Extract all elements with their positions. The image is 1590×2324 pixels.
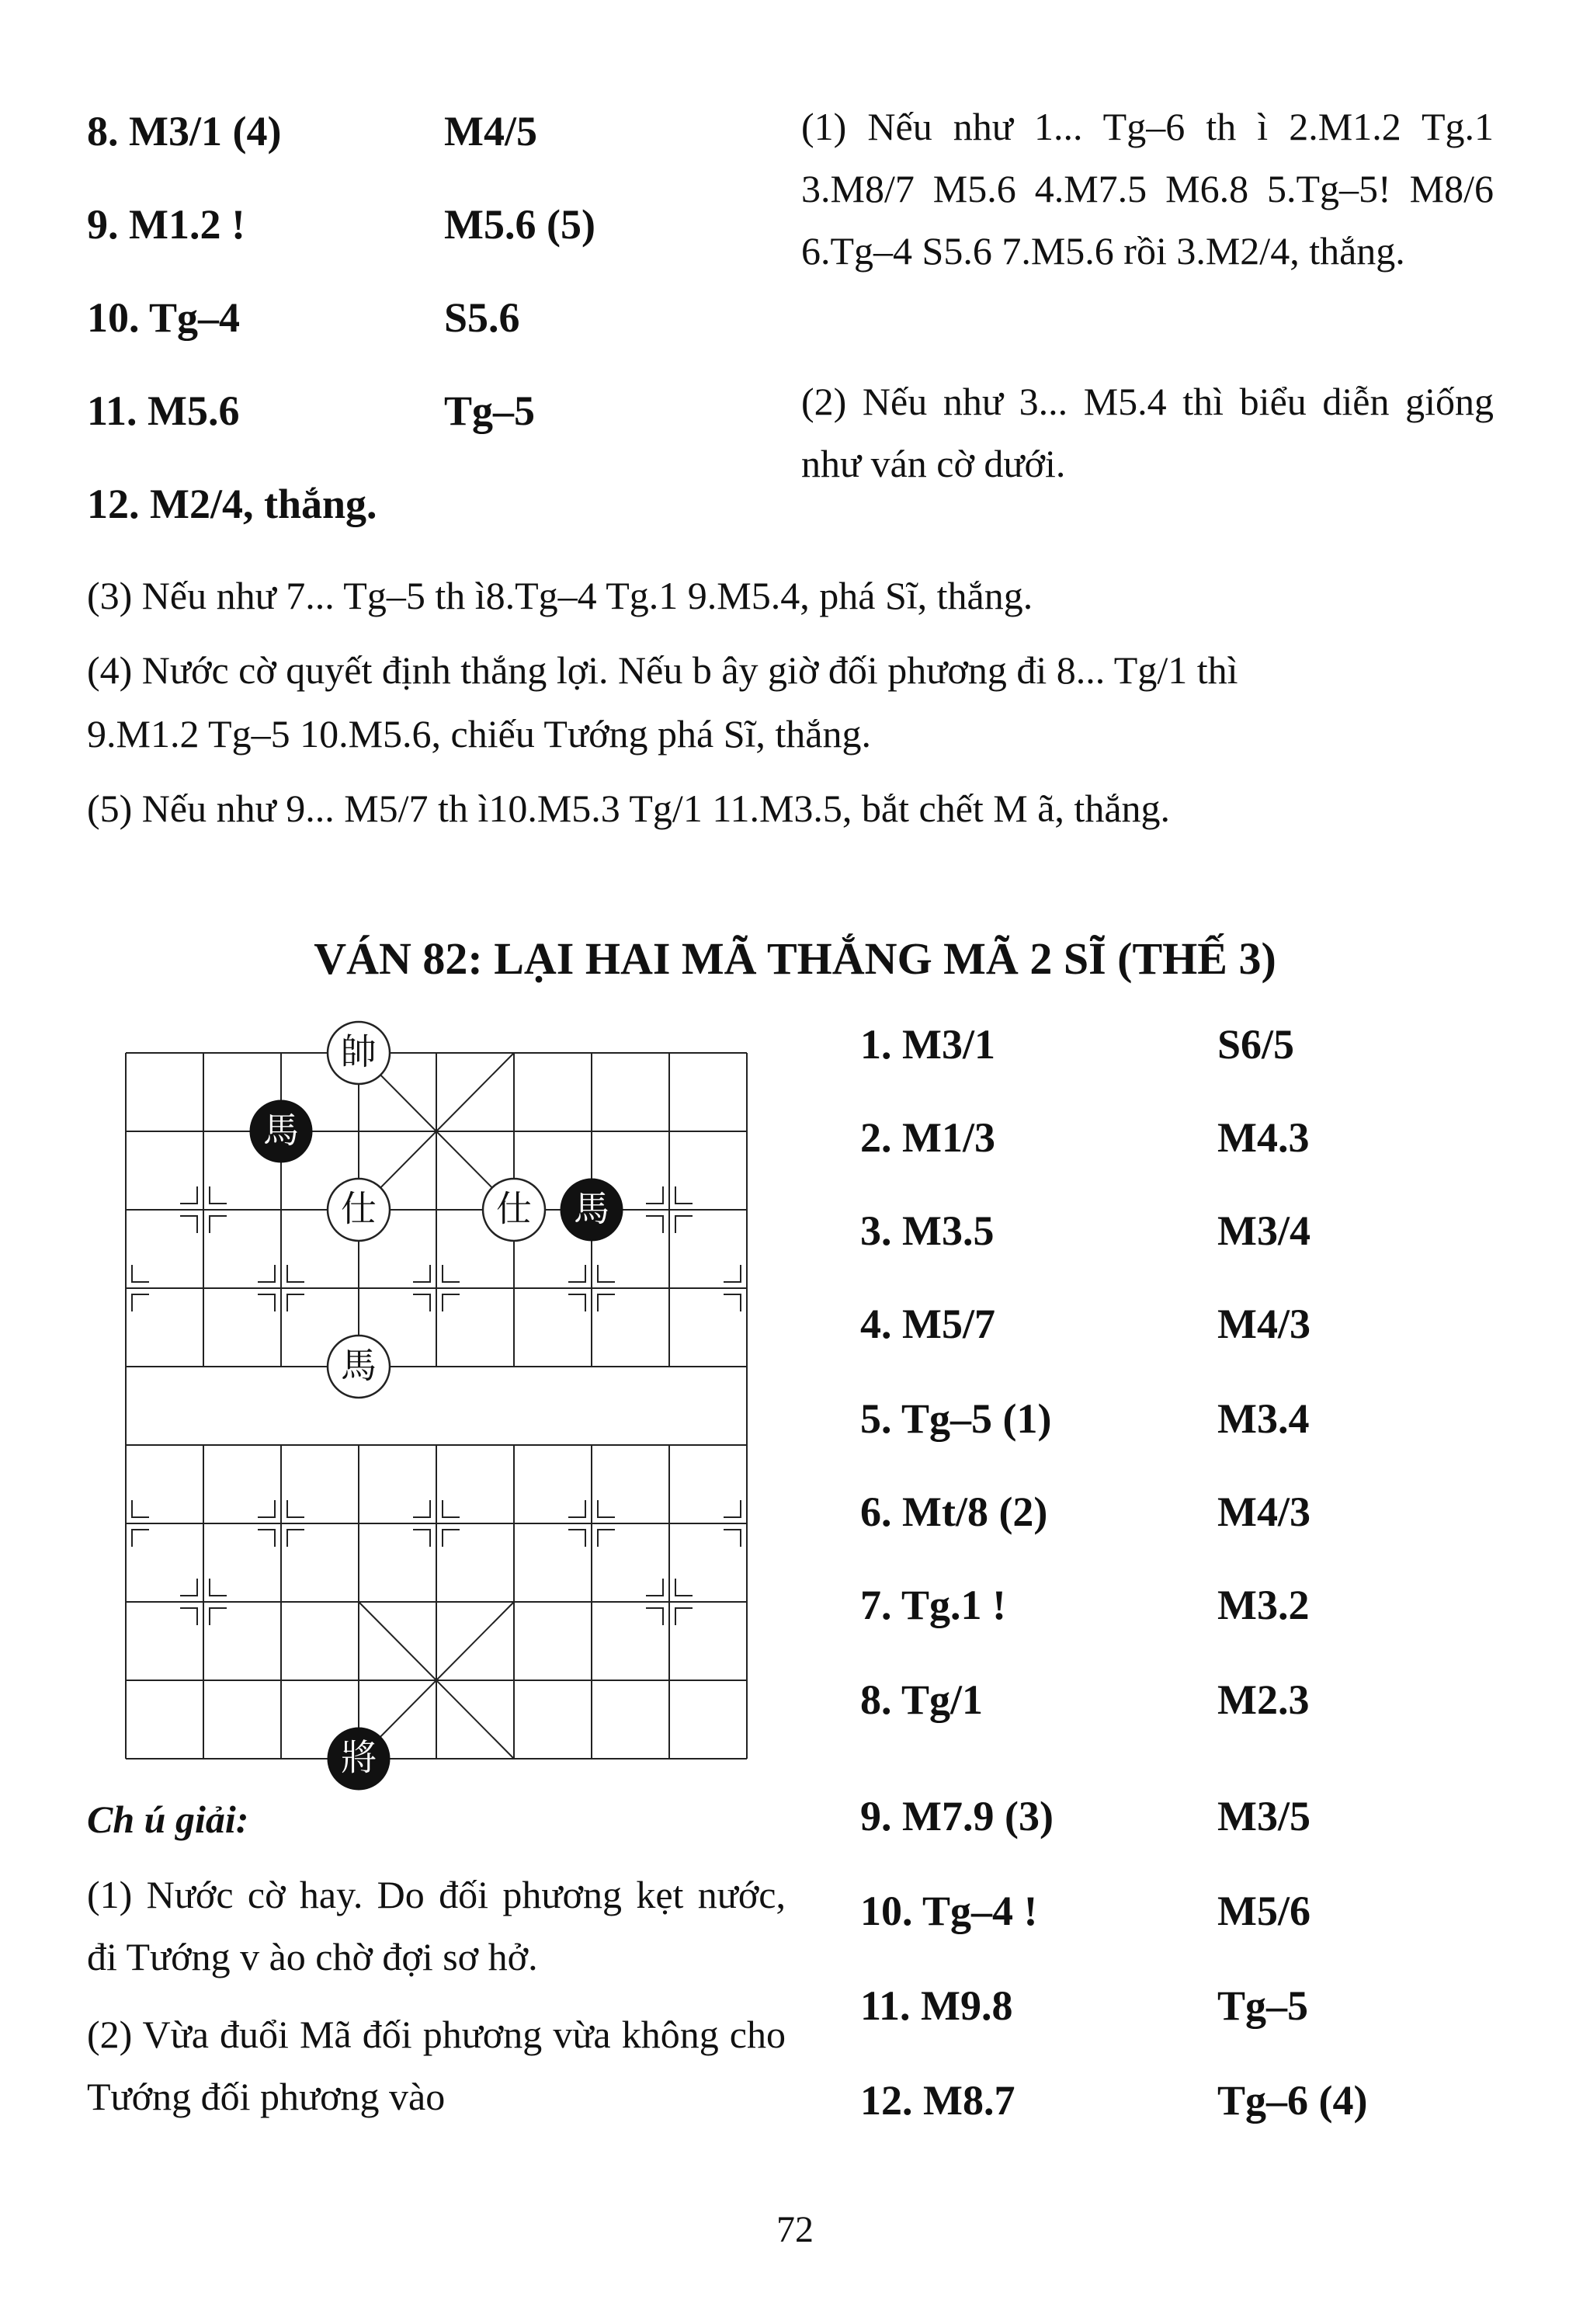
note-line: 9.M1.2 Tg–5 10.M5.6, chiếu Tướng phá Sĩ, thắng.: [87, 712, 871, 756]
note-line: (4) Nước cờ quyết định thắng lợi. Nếu b ây giờ đối phương đi 8... Tg/1 thì: [87, 648, 1238, 692]
xiangqi-board: [109, 1009, 761, 1794]
move-black: M4/3: [1217, 1489, 1311, 1535]
move-white: 10. Tg–4 !: [860, 1888, 1038, 1934]
move-white: 3. M3.5: [860, 1207, 995, 1254]
move-white: 11. M9.8: [860, 1982, 1013, 2029]
piece-glyph: 將: [341, 1736, 377, 1779]
move-black: S6/5: [1217, 1021, 1295, 1068]
move-black: M3/4: [1217, 1207, 1311, 1254]
top-note: (2) Nếu như 3... M5.4 thì biểu diễn giống như ván cờ dưới.: [801, 380, 1494, 485]
position-marker: [413, 1500, 430, 1517]
move-black: M5/6: [1217, 1888, 1311, 1934]
position-marker: [258, 1530, 275, 1547]
move-white: 6. Mt/8 (2): [860, 1489, 1048, 1535]
position-marker: [258, 1265, 275, 1282]
move-white: 8. Tg/1: [860, 1676, 984, 1723]
top-move-white: 11. M5.6: [87, 387, 240, 434]
position-marker: [646, 1216, 663, 1233]
move-white: 2. M1/3: [860, 1114, 995, 1161]
position-marker: [724, 1530, 741, 1547]
position-marker: [724, 1500, 741, 1517]
position-marker: [287, 1530, 304, 1547]
position-marker: [724, 1294, 741, 1311]
move-black: M2.3: [1217, 1676, 1310, 1723]
annotation: (2) Vừa đuổi Mã đối phương vừa không cho Tướng đối phương vào: [87, 2013, 786, 2118]
move-white: 4. M5/7: [860, 1301, 995, 1347]
position-marker: [210, 1579, 227, 1596]
move-black: M3/5: [1217, 1793, 1311, 1839]
position-marker: [443, 1500, 460, 1517]
position-marker: [413, 1294, 430, 1311]
position-marker: [132, 1530, 149, 1547]
position-marker: [210, 1608, 227, 1625]
move-black: M3.4: [1217, 1395, 1310, 1442]
position-marker: [443, 1265, 460, 1282]
position-marker: [568, 1265, 585, 1282]
position-marker: [132, 1500, 149, 1517]
red-piece: [328, 1336, 390, 1398]
note-line: (3) Nếu như 7... Tg–5 th ì8.Tg–4 Tg.1 9.M5.4, phá Sĩ, thắng.: [87, 574, 1033, 617]
black-piece: [250, 1100, 312, 1162]
top-move-black: M5.6 (5): [444, 201, 595, 248]
move-black: M3.2: [1217, 1582, 1310, 1628]
top-move-black: S5.6: [444, 294, 520, 341]
move-white: 9. M7.9 (3): [860, 1793, 1054, 1839]
piece-glyph: 仕: [496, 1187, 532, 1230]
position-marker: [568, 1530, 585, 1547]
position-marker: [675, 1608, 693, 1625]
position-marker: [568, 1500, 585, 1517]
move-white: 7. Tg.1 !: [860, 1582, 1007, 1628]
black-piece: [561, 1179, 623, 1241]
top-move-white: 10. Tg–4: [87, 294, 241, 341]
position-marker: [287, 1294, 304, 1311]
position-marker: [675, 1579, 693, 1596]
note-line: (5) Nếu như 9... M5/7 th ì10.M5.3 Tg/1 11.M3.5, bắt chết M ã, thắng.: [87, 787, 1171, 830]
move-white: 1. M3/1: [860, 1021, 995, 1068]
position-marker: [598, 1530, 615, 1547]
annotation-heading: Ch ú giải:: [87, 1798, 249, 1841]
position-marker: [413, 1530, 430, 1547]
position-marker: [287, 1265, 304, 1282]
red-piece: [483, 1179, 545, 1241]
piece-glyph: 仕: [341, 1187, 377, 1230]
top-move-black: M4/5: [444, 108, 537, 155]
position-marker: [180, 1608, 197, 1625]
annotation: (1) Nước cờ hay. Do đối phương kẹt nước, đi Tướng v ào chờ đợi sơ hở.: [87, 1873, 786, 1978]
move-black: M4/3: [1217, 1301, 1311, 1347]
move-white: 12. M8.7: [860, 2077, 1015, 2124]
position-marker: [132, 1294, 149, 1311]
red-piece: [328, 1022, 390, 1084]
position-marker: [443, 1294, 460, 1311]
position-marker: [675, 1216, 693, 1233]
position-marker: [675, 1186, 693, 1204]
position-marker: [180, 1186, 197, 1204]
position-marker: [724, 1265, 741, 1282]
top-move-white: 8. M3/1 (4): [87, 108, 282, 155]
page-number: 72: [776, 2209, 814, 2250]
position-marker: [258, 1500, 275, 1517]
piece-glyph: 帥: [341, 1030, 377, 1073]
position-marker: [413, 1265, 430, 1282]
game-title: VÁN 82: LẠI HAI MÃ THẮNG MÃ 2 SĨ (THẾ 3): [314, 933, 1276, 984]
piece-glyph: 馬: [574, 1187, 609, 1230]
move-white: 5. Tg–5 (1): [860, 1395, 1052, 1442]
move-black: Tg–6 (4): [1217, 2077, 1368, 2124]
position-marker: [646, 1608, 663, 1625]
top-note: (1) Nếu như 1... Tg–6 th ì 2.M1.2 Tg.1 3.M8/7 M5.6 4.M7.5 M6.8 5.Tg–5! M8/6 6.Tg–4 S5.6 7.M5.6 rồi 3.M2/4, thắng.: [801, 105, 1494, 273]
black-piece: [328, 1728, 390, 1790]
position-marker: [598, 1294, 615, 1311]
position-marker: [180, 1216, 197, 1233]
top-move-white: 12. M2/4, thắng.: [87, 481, 377, 527]
position-marker: [598, 1500, 615, 1517]
position-marker: [646, 1186, 663, 1204]
top-move-black: Tg–5: [444, 387, 536, 434]
move-black: Tg–5: [1217, 1982, 1309, 2029]
position-marker: [598, 1265, 615, 1282]
piece-glyph: 馬: [263, 1109, 299, 1152]
position-marker: [568, 1294, 585, 1311]
position-marker: [180, 1579, 197, 1596]
red-piece: [328, 1179, 390, 1241]
position-marker: [210, 1186, 227, 1204]
position-marker: [443, 1530, 460, 1547]
position-marker: [258, 1294, 275, 1311]
piece-glyph: 馬: [341, 1344, 377, 1387]
position-marker: [646, 1579, 663, 1596]
position-marker: [287, 1500, 304, 1517]
move-black: M4.3: [1217, 1114, 1310, 1161]
position-marker: [210, 1216, 227, 1233]
position-marker: [132, 1265, 149, 1282]
top-move-white: 9. M1.2 !: [87, 201, 245, 248]
